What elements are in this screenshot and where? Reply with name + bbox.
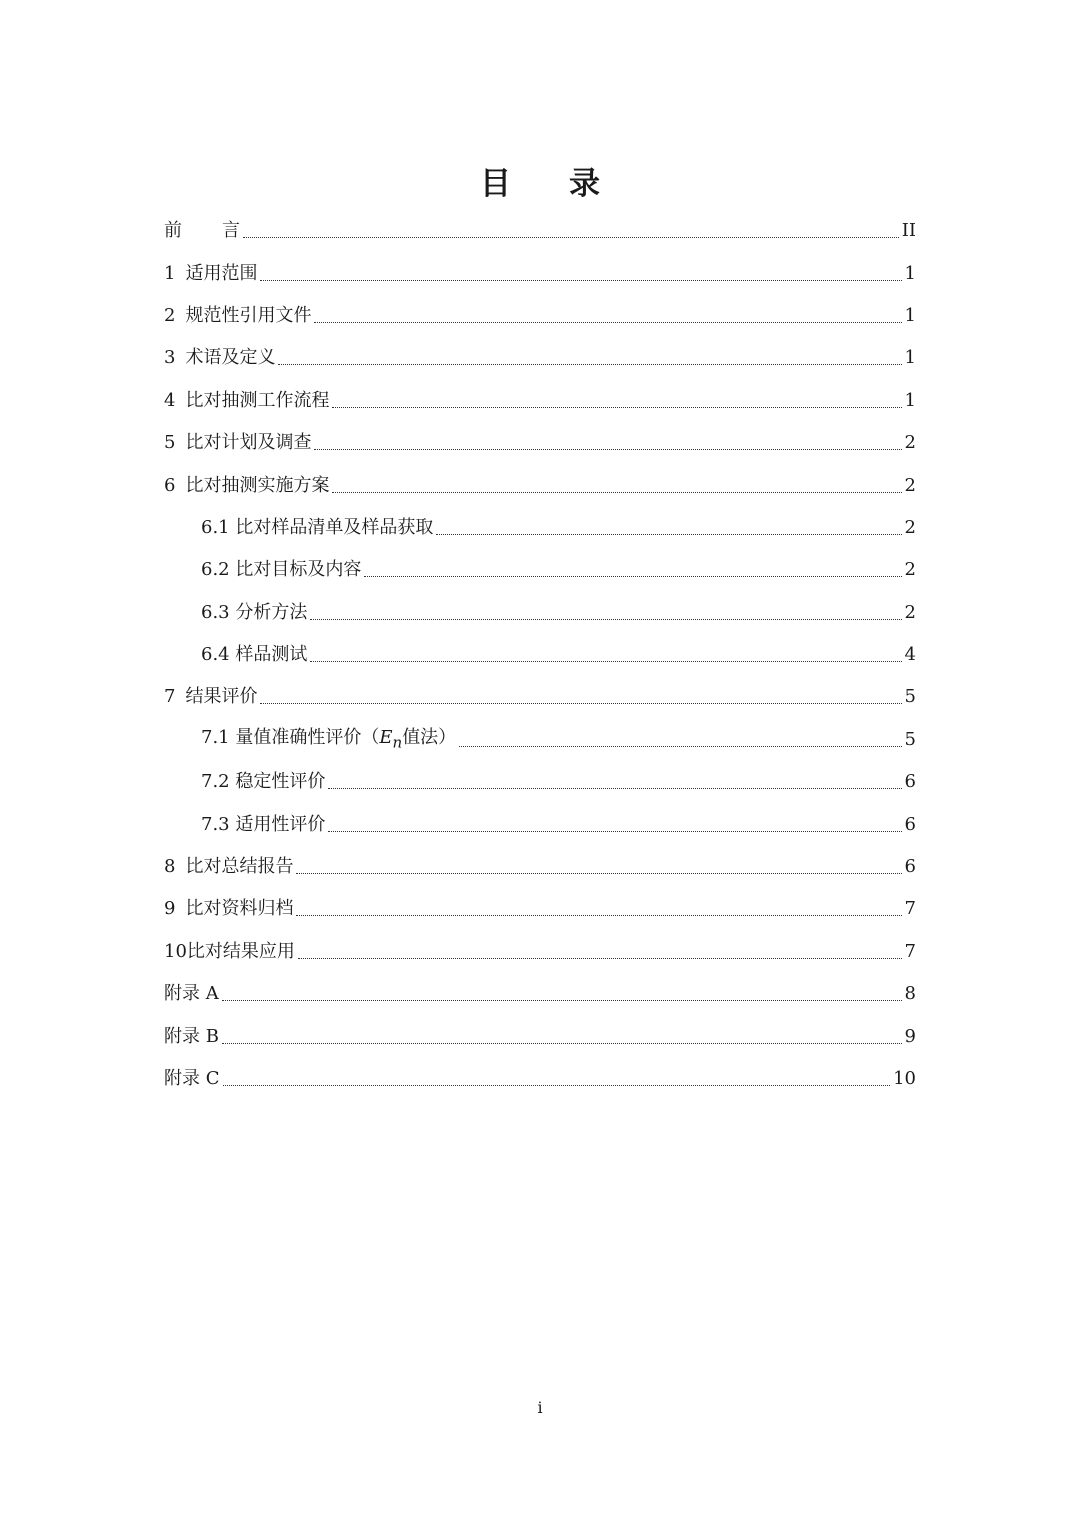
- toc-entry-page: 1: [904, 262, 916, 284]
- toc-dot-leader: [459, 745, 901, 747]
- toc-entry-6-3[interactable]: [164, 592, 916, 634]
- toc-dot-leader: [436, 533, 901, 535]
- toc-entry-page: 10: [893, 1068, 916, 1089]
- toc-dot-leader: [243, 236, 899, 238]
- toc-entry-appendix-c[interactable]: [164, 1058, 916, 1100]
- toc-entry-3[interactable]: [164, 337, 916, 379]
- toc-entry-label: 7.2 稳定性评价: [201, 771, 326, 793]
- toc-entry-5[interactable]: [164, 422, 916, 464]
- toc-dot-leader: [278, 363, 901, 365]
- toc-entry-label: 4 比对抽测工作流程: [164, 389, 330, 411]
- toc-entry-label: 前 言: [164, 220, 240, 242]
- toc-entry-label: 5 比对计划及调查: [164, 432, 312, 454]
- toc-entry-label: 附录 B: [164, 1025, 219, 1047]
- toc-entry-appendix-a[interactable]: [164, 973, 916, 1015]
- toc-dot-leader: [310, 660, 901, 662]
- toc-entry-page: 1: [904, 389, 916, 411]
- toc-dot-leader: [310, 618, 901, 620]
- toc-entry-label: 10比对结果应用: [164, 940, 295, 962]
- toc-entry-page: 6: [904, 771, 916, 793]
- toc-entry-6-1[interactable]: [164, 507, 916, 549]
- toc-entry-8[interactable]: [164, 846, 916, 888]
- toc-dot-leader: [260, 702, 901, 704]
- toc-entry-label: 8 比对总结报告: [164, 856, 294, 878]
- toc-dot-leader: [332, 406, 901, 408]
- toc-entry-7-3[interactable]: [164, 803, 916, 845]
- toc-dot-leader: [296, 914, 901, 916]
- toc-entry-9[interactable]: [164, 888, 916, 930]
- toc-entry-4[interactable]: [164, 380, 916, 422]
- toc-entry-page: 2: [904, 432, 916, 454]
- toc-dot-leader: [298, 957, 902, 959]
- toc-entry-page: 1: [904, 347, 916, 369]
- toc-dot-leader: [260, 279, 901, 281]
- toc-entry-7[interactable]: [164, 676, 916, 718]
- table-of-contents: [164, 210, 916, 1100]
- toc-entry-label: 附录 A: [164, 983, 219, 1005]
- toc-entry-label: 7 结果评价: [164, 686, 258, 708]
- toc-entry-page: 7: [904, 940, 916, 962]
- toc-dot-leader: [222, 1042, 902, 1044]
- toc-entry-7-1[interactable]: [164, 719, 916, 761]
- toc-entry-page: 9: [904, 1025, 916, 1047]
- toc-entry-6-4[interactable]: [164, 634, 916, 676]
- toc-dot-leader: [296, 872, 901, 874]
- toc-dot-leader: [332, 491, 901, 493]
- toc-entry-page: 6: [904, 813, 916, 835]
- toc-entry-page: 7: [904, 898, 916, 920]
- toc-entry-appendix-b[interactable]: [164, 1015, 916, 1057]
- toc-entry-6-2[interactable]: [164, 549, 916, 591]
- toc-entry-page: 2: [904, 516, 916, 538]
- toc-entry-label: 7.3 适用性评价: [201, 813, 326, 835]
- toc-entry-page: 2: [904, 559, 916, 581]
- toc-dot-leader: [314, 448, 901, 450]
- toc-entry-label: 6.4 样品测试: [201, 644, 308, 666]
- toc-entry-preface[interactable]: [164, 210, 916, 252]
- toc-entry-page: 8: [904, 983, 916, 1005]
- toc-entry-2[interactable]: [164, 295, 916, 337]
- toc-entry-label: 6 比对抽测实施方案: [164, 474, 330, 496]
- toc-entry-page: 4: [904, 644, 916, 666]
- toc-entry-1[interactable]: [164, 252, 916, 294]
- toc-entry-page: 5: [904, 728, 916, 750]
- page-number: i: [537, 1398, 543, 1417]
- toc-entry-label: 6.3 分析方法: [201, 601, 308, 623]
- toc-entry-page: II: [901, 220, 916, 242]
- toc-entry-label: 6.1 比对样品清单及样品获取: [201, 516, 434, 538]
- toc-dot-leader: [328, 787, 901, 789]
- toc-entry-page: 1: [904, 304, 916, 326]
- toc-entry-page: 2: [904, 601, 916, 623]
- toc-dot-leader: [314, 321, 901, 323]
- page-title: [0, 158, 1080, 203]
- toc-dot-leader: [222, 999, 902, 1001]
- toc-entry-label: 6.2 比对目标及内容: [201, 559, 362, 581]
- toc-entry-6[interactable]: [164, 464, 916, 506]
- toc-entry-label: 9 比对资料归档: [164, 898, 294, 920]
- toc-entry-page: 2: [904, 474, 916, 496]
- page-title-char-1: 目: [480, 166, 511, 202]
- toc-dot-leader: [328, 830, 901, 832]
- toc-entry-page: 5: [904, 686, 916, 708]
- toc-entry-page: 6: [904, 856, 916, 878]
- toc-entry-label: 7.1 量值准确性评价（$E_n$值法）: [201, 727, 457, 752]
- toc-entry-10[interactable]: [164, 931, 916, 973]
- toc-entry-label: 1 适用范围: [164, 262, 258, 284]
- toc-entry-label: 附录 C: [164, 1068, 220, 1089]
- toc-dot-leader: [223, 1084, 891, 1086]
- toc-entry-label: 3 术语及定义: [164, 347, 276, 369]
- toc-entry-label: 2 规范性引用文件: [164, 304, 312, 326]
- toc-entry-7-2[interactable]: [164, 761, 916, 803]
- toc-dot-leader: [364, 575, 901, 577]
- page-title-char-2: 录: [569, 166, 600, 202]
